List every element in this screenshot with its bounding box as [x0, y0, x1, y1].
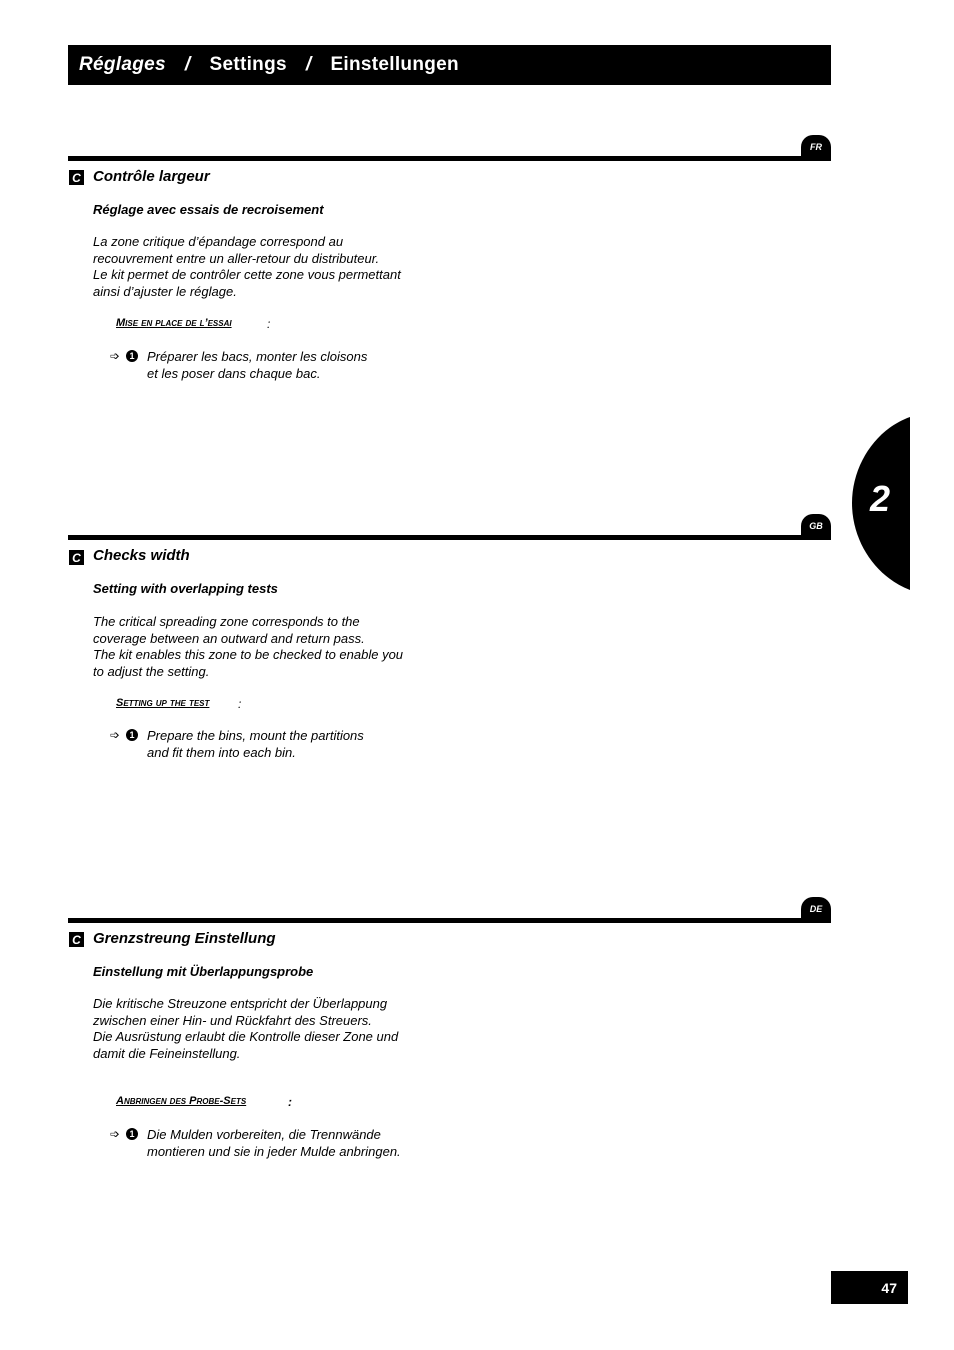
section-rule [68, 535, 831, 540]
page-header [68, 45, 831, 85]
section-paragraph [93, 996, 433, 1062]
paragraph-line: to adjust the setting. [93, 663, 210, 679]
section-subtitle: Réglage avec essais de recroisement [93, 202, 324, 217]
paragraph-line: La zone critique d’épandage correspond au [93, 234, 344, 249]
paragraph-line: coverage between an outward and return pass. [93, 630, 365, 646]
header-title-de: Einstellungen [330, 54, 459, 75]
language-badge-fr: FR [801, 135, 831, 158]
paragraph-line: Die Ausrüstung erlaubt die Kontrolle dieser Zone und [93, 1029, 399, 1044]
paragraph-line: damit die Feineinstellung. [93, 1045, 241, 1061]
section-title: Contrôle largeur [93, 168, 210, 185]
paragraph-line: ainsi d’ajuster le réglage. [93, 283, 237, 299]
step-line: and fit them into each bin. [147, 744, 296, 760]
arrow-icon: ➩ [110, 349, 121, 363]
arrow-icon: ➩ [110, 1127, 121, 1141]
paragraph-line: recouvrement entre un aller-retour du distributeur. [93, 250, 380, 266]
paragraph-line: Die kritische Streuzone entspricht der Überlappung [93, 996, 388, 1011]
step-text [147, 349, 367, 382]
step-line: Prepare the bins, mount the partitions [147, 728, 364, 743]
section-subtitle: Einstellung mit Überlappungsprobe [93, 964, 314, 979]
paragraph-line: The kit enables this zone to be checked to enable you [93, 647, 404, 662]
section-paragraph [93, 614, 433, 680]
step-line: montieren und sie in jeder Mulde anbringen. [147, 1143, 401, 1159]
section-marker: C [69, 932, 84, 947]
section-subtitle: Setting with overlapping tests [93, 581, 278, 596]
step-line: Préparer les bacs, monter les cloisons [147, 349, 368, 364]
section-paragraph [93, 234, 433, 300]
section-title: Grenzstreung Einstellung [93, 930, 276, 947]
chapter-number: 2 [870, 478, 891, 519]
setup-heading: Mise en place de l’essai [116, 317, 232, 329]
paragraph-line: zwischen einer Hin- und Rückfahrt des Streuers. [93, 1012, 372, 1028]
setup-colon: : [288, 1095, 292, 1109]
setup-heading: Anbringen des Probe-Sets [116, 1095, 247, 1107]
header-separator: / [305, 54, 312, 75]
step-line: Die Mulden vorbereiten, die Trennwände [147, 1127, 381, 1142]
setup-colon: : [238, 697, 242, 711]
section-marker: C [69, 170, 84, 185]
section-marker: C [69, 550, 84, 565]
setup-colon: : [267, 317, 271, 331]
step-number-badge: 1 [126, 1128, 138, 1140]
paragraph-line: Le kit permet de contrôler cette zone vous permettant [93, 267, 401, 282]
paragraph-line: The critical spreading zone corresponds to the [93, 614, 360, 629]
step-line: et les poser dans chaque bac. [147, 365, 321, 381]
arrow-icon: ➩ [110, 728, 121, 742]
setup-heading: Setting up the test [116, 697, 210, 709]
header-title-en: Settings [209, 54, 287, 75]
step-number-badge: 1 [126, 729, 138, 741]
header-title-fr: Réglages [79, 54, 166, 75]
section-title: Checks width [93, 547, 190, 564]
section-rule [68, 918, 831, 923]
header-separator: / [184, 54, 191, 75]
language-badge-de: DE [801, 897, 831, 920]
step-number-badge: 1 [126, 350, 138, 362]
section-rule [68, 156, 831, 161]
step-text [147, 1127, 401, 1160]
step-text [147, 728, 364, 761]
page-number: 47 [831, 1271, 908, 1304]
language-badge-gb: GB [801, 514, 831, 537]
